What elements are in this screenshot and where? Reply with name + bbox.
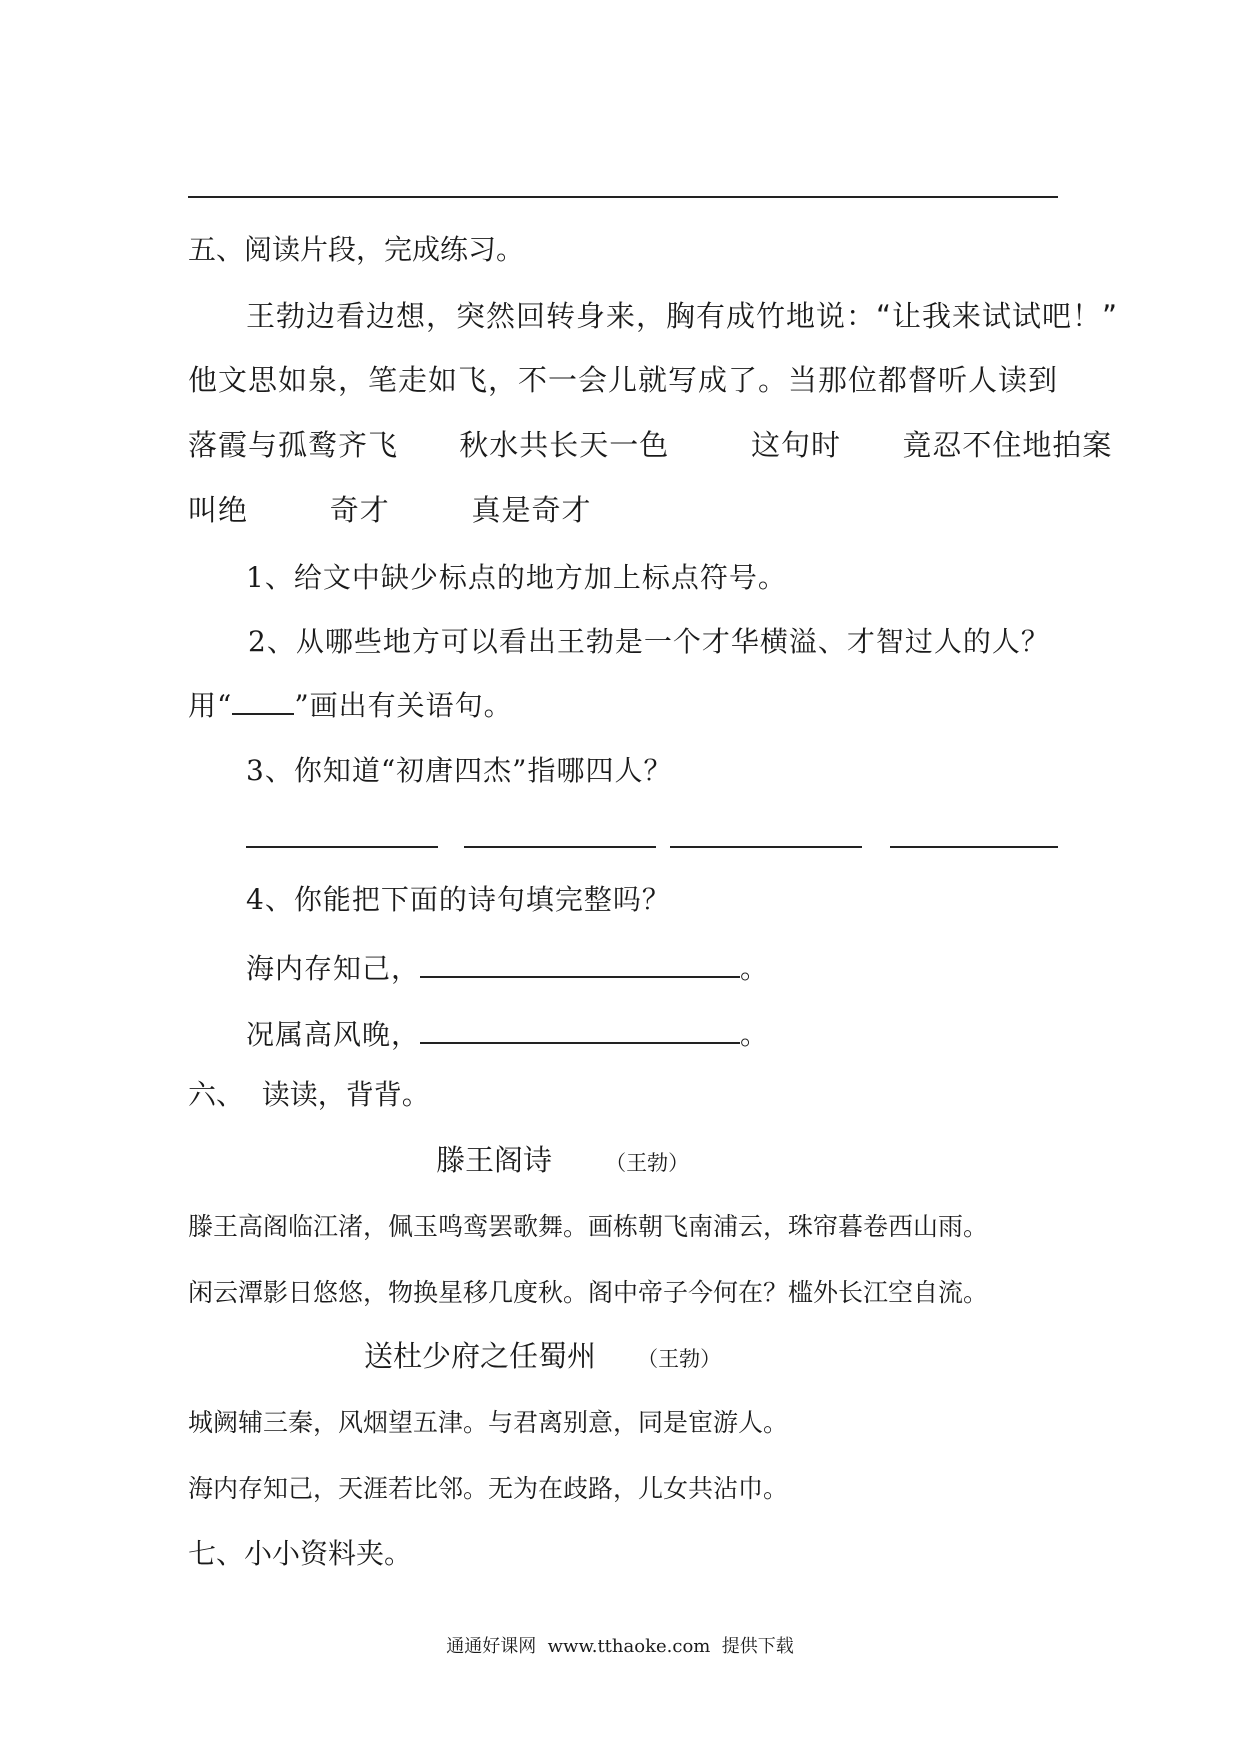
fill-line-1-label: 海内存知己，: [246, 952, 421, 985]
q2-close-quote: ”画出有关语句。: [294, 689, 513, 722]
passage-line-4: 叫绝 奇才 真是奇才: [188, 493, 592, 527]
poem-1-title: 滕王阁诗: [436, 1143, 553, 1177]
poem-1-header: [436, 1143, 690, 1177]
passage-line-1: 王勃边看边想，突然回转身来，胸有成竹地说：“让我来试试吧！”: [246, 299, 1119, 333]
question-2-instruction: [188, 691, 513, 720]
fill-line-2: [246, 1016, 769, 1049]
underline-sample: [232, 691, 294, 715]
answer-blank-4[interactable]: [890, 846, 1058, 848]
poem-2-line-1: 城阙辅三秦，风烟望五津。与君离别意，同是宦游人。: [188, 1408, 789, 1437]
fill-blank-1[interactable]: [420, 950, 740, 978]
section-six-heading: 六、 读读，背背。: [188, 1078, 430, 1111]
fill-line-1: [246, 950, 769, 983]
answer-blank-2[interactable]: [464, 846, 656, 848]
question-3: 3、你知道“初唐四杰”指哪四人？: [246, 754, 673, 787]
poem-2-author: （王勃）: [637, 1347, 722, 1371]
answer-blank-1[interactable]: [246, 846, 438, 848]
poem-2-header: [364, 1339, 722, 1373]
fill-blank-2[interactable]: [420, 1016, 740, 1044]
answer-blank-3[interactable]: [670, 846, 862, 848]
section-five-heading: 五、阅读片段，完成练习。: [188, 233, 525, 266]
poem-1-author: （王勃）: [605, 1151, 690, 1175]
question-2: 2、从哪些地方可以看出王勃是一个才华横溢、才智过人的人？: [248, 625, 1050, 658]
poem-2-title: 送杜少府之任蜀州: [364, 1339, 597, 1373]
top-rule: [188, 196, 1058, 198]
poem-1-line-2: 闲云潭影日悠悠，物换星移几度秋。阁中帝子今何在？槛外长江空自流。: [188, 1278, 989, 1307]
poem-1-line-1: 滕王高阁临江渚，佩玉鸣鸾罢歌舞。画栋朝飞南浦云，珠帘暮卷西山雨。: [188, 1212, 989, 1241]
question-1: 1、给文中缺少标点的地方加上标点符号。: [246, 561, 787, 594]
fill-line-2-period: 。: [740, 1018, 770, 1051]
poem-2-line-2: 海内存知己，天涯若比邻。无为在歧路，儿女共沾巾。: [188, 1474, 789, 1503]
section-seven-heading: 七、小小资料夹。: [188, 1537, 413, 1570]
page-footer: 通通好课网 www.tthaoke.com 提供下载: [446, 1636, 794, 1657]
question-4: 4、你能把下面的诗句填完整吗？: [246, 883, 671, 916]
passage-line-3: 落霞与孤鹜齐飞 秋水共长天一色 这句时 竟忍不住地拍案: [188, 428, 1113, 462]
passage-line-2: 他文思如泉，笔走如飞，不一会儿就写成了。当那位都督听人读到: [188, 363, 1059, 397]
fill-line-2-label: 况属高风晚，: [246, 1018, 421, 1051]
fill-line-1-period: 。: [740, 952, 770, 985]
q2-open-quote: 用“: [188, 689, 233, 722]
